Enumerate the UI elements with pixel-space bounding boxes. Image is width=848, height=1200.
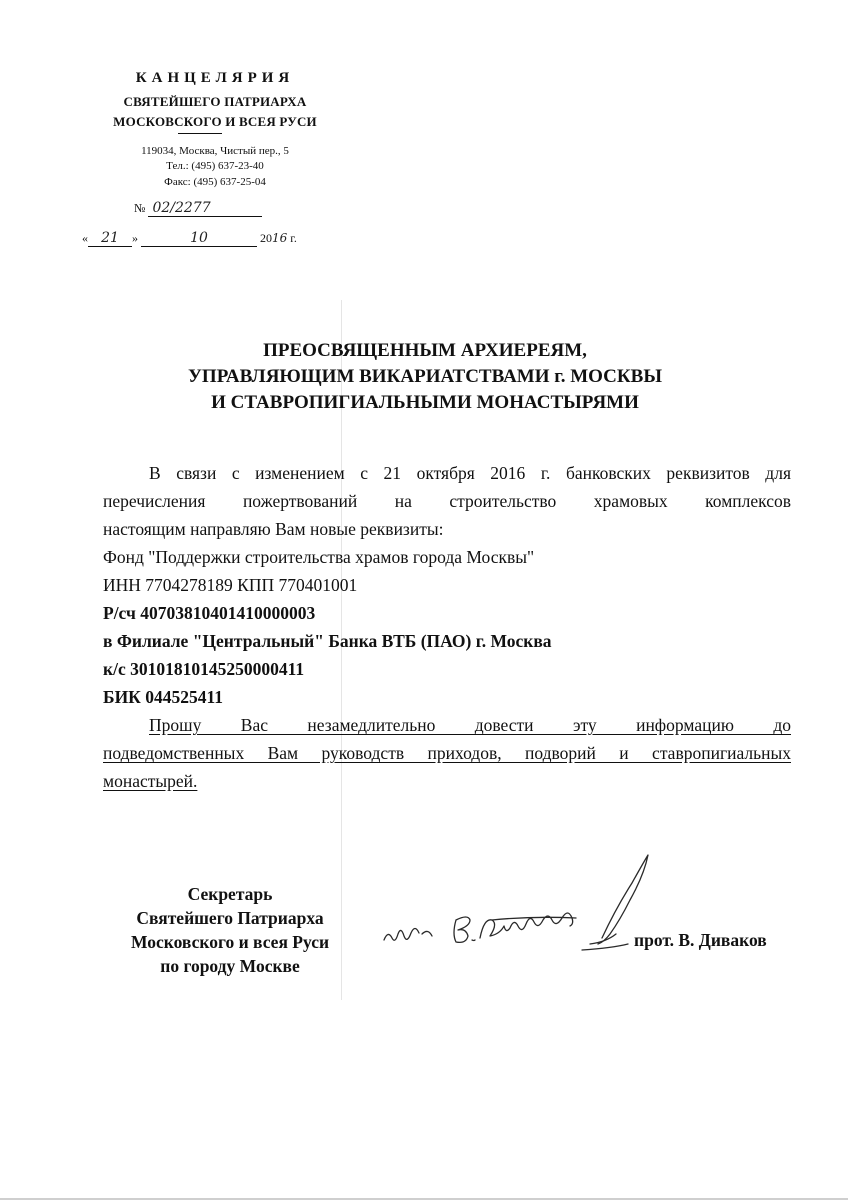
paragraph-2-line-2: подведомственных Вам руководств приходов, подворий и ставропигиальных bbox=[103, 743, 791, 763]
signatory-title bbox=[110, 882, 350, 978]
letter-date bbox=[82, 230, 297, 247]
signatory-line-2: Святейшего Патриарха bbox=[136, 908, 324, 928]
bank-branch: в Филиале "Центральный" Банка ВТБ (ПАО) г. Москва bbox=[103, 631, 552, 651]
date-year-suffix: 16 bbox=[272, 231, 288, 245]
date-month: 10 bbox=[141, 230, 257, 247]
signatory-line-4: по городу Москве bbox=[160, 956, 300, 976]
fund-name: Фонд "Поддержки строительства храмов города Москвы" bbox=[103, 547, 535, 567]
letterhead-phone: Тел.: (495) 637-23-40 bbox=[166, 160, 264, 172]
date-year-prefix: 20 bbox=[260, 231, 272, 245]
paragraph-2-line-1-text: Прошу Вас незамедлительно довести эту информацию до bbox=[149, 715, 791, 735]
paragraph-1-line-1: В связи с изменением с 21 октября 2016 г. банковских реквизитов для bbox=[149, 463, 791, 483]
date-year-unit: г. bbox=[290, 231, 297, 245]
bank-account: Р/сч 40703810401410000003 bbox=[103, 603, 316, 623]
correspondent-account: к/с 30101810145250000411 bbox=[103, 659, 305, 679]
date-open-quote: « bbox=[82, 231, 88, 245]
signatory-name: прот. В. Диваков bbox=[634, 930, 767, 950]
paragraph-2-line-3 bbox=[103, 767, 791, 795]
paragraph-1-line-3: настоящим направляю Вам новые реквизиты: bbox=[103, 519, 444, 539]
bik: БИК 044525411 bbox=[103, 687, 224, 707]
addressee-line-1: ПРЕОСВЯЩЕННЫМ АРХИЕРЕЯМ, bbox=[263, 340, 587, 361]
date-day: 21 bbox=[88, 230, 132, 247]
letterhead-title: КАНЦЕЛЯРИЯ bbox=[135, 70, 295, 86]
addressee-line-2: УПРАВЛЯЮЩИМ ВИКАРИАТСТВАМИ г. МОСКВЫ bbox=[187, 366, 663, 387]
number-prefix: № bbox=[134, 201, 146, 215]
letterhead-line-2: МОСКОВСКОГО И ВСЕЯ РУСИ bbox=[113, 114, 317, 129]
addressee-line-3: И СТАВРОПИГИАЛЬНЫМИ МОНАСТЫРЯМИ bbox=[211, 392, 639, 413]
letterhead-fax: Факс: (495) 637-25-04 bbox=[164, 176, 266, 188]
paragraph-2-line-3-text: монастырей. bbox=[103, 771, 198, 791]
paragraph-1-line-2: перечисления пожертвований на строительство храмовых комплексов bbox=[103, 491, 791, 511]
letterhead-address: 119034, Москва, Чистый пер., 5 bbox=[141, 145, 289, 157]
signatory-line-3: Московского и всея Руси bbox=[130, 932, 330, 952]
signatory-line-1: Секретарь bbox=[187, 884, 273, 904]
handwritten-signature bbox=[376, 848, 676, 968]
paragraph-2-line-1 bbox=[103, 711, 791, 739]
number-value: 02/2277 bbox=[148, 200, 262, 217]
addressee-block bbox=[100, 338, 750, 416]
letterhead-divider bbox=[178, 133, 222, 134]
letter-body bbox=[103, 459, 791, 795]
outgoing-number bbox=[134, 200, 262, 217]
letterhead-line-1: СВЯТЕЙШЕГО ПАТРИАРХА bbox=[123, 94, 307, 109]
date-close-quote: » bbox=[132, 231, 138, 245]
inn-kpp: ИНН 7704278189 КПП 770401001 bbox=[103, 575, 358, 595]
